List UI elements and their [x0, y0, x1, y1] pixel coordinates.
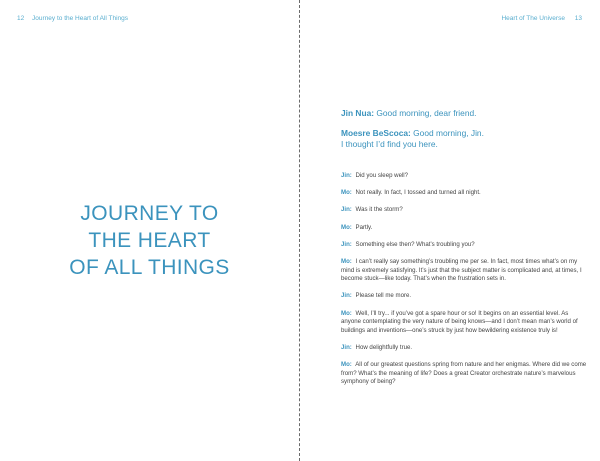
chapter-title-line: THE HEART: [88, 229, 211, 253]
dialogue-text: Something else then? What’s troubling you?: [355, 240, 475, 248]
dialogue-body: [341, 108, 587, 396]
dialogue-text: Was it the storm?: [355, 206, 403, 214]
dialogue-text: Well, I’ll try... if you’ve got a spare hour or so! It begins on an essential level. As anyone contemplating the very nature of being knows—and I don’t mean man’s world of buildings and inventions—one’s struck by just how bewildering existence truly is!: [341, 309, 578, 334]
speaker-name: Mo:: [341, 189, 352, 197]
opener-line: [341, 128, 587, 150]
dialogue-text: Not really. In fact, I tossed and turned all night.: [355, 189, 481, 197]
left-running-head-title: Journey to the Heart of All Things: [32, 15, 129, 22]
dialogue-line: [341, 241, 587, 250]
dialogue-text: Did you sleep well?: [355, 172, 409, 180]
dialogue-text: Please tell me more.: [355, 292, 412, 300]
dialogue-line: [341, 310, 587, 336]
chapter-title: [0, 200, 299, 281]
opener-text: Good morning, dear friend.: [376, 108, 477, 118]
speaker-name: Mo:: [341, 258, 352, 266]
dialogue-text: Partly.: [355, 223, 373, 231]
speaker-name: Jin Nua:: [341, 108, 375, 118]
dialogue-line: [341, 224, 587, 233]
dialogue-line: [341, 172, 587, 181]
page-gutter-divider: [299, 0, 300, 461]
opener-line: [341, 108, 587, 119]
speaker-name: Jin:: [341, 206, 352, 214]
dialogue-line: [341, 344, 587, 353]
dialogue-line: [341, 189, 587, 198]
opener-text-continued: I thought I’d find you here.: [341, 139, 438, 149]
right-page-number: 13: [574, 15, 582, 22]
left-page-number: 12: [17, 15, 25, 22]
dialogue-line: [341, 258, 587, 284]
right-page: [301, 0, 600, 461]
dialogue-text: I can’t really say something’s troubling me per se. In fact, most times what’s on my mind is extremely satisfying. It’s just that the subject matter is complicated and, at times, I become stuck—like today. That’s when the frustration sets in.: [341, 258, 582, 283]
speaker-name: Jin:: [341, 292, 352, 300]
left-running-head: [17, 15, 128, 22]
chapter-title-line: OF ALL THINGS: [69, 256, 230, 280]
dialogue-text: All of our greatest questions spring from nature and her enigmas. Where did we come from? What’s the meaning of life? Does a great Creator orchestrate nature’s marvelous symphony of being?: [341, 361, 587, 386]
speaker-name: Jin:: [341, 172, 352, 180]
dialogue-line: [341, 292, 587, 301]
speaker-name: Jin:: [341, 343, 352, 351]
speaker-name: Mo:: [341, 361, 352, 369]
speaker-name: Moesre BeScoca:: [341, 128, 411, 138]
speaker-name: Jin:: [341, 240, 352, 248]
spacer: [341, 159, 587, 166]
speaker-name: Mo:: [341, 223, 352, 231]
left-page: [0, 0, 299, 461]
opener-text: Good morning, Jin.: [413, 128, 484, 138]
speaker-name: Mo:: [341, 309, 352, 317]
chapter-title-line: JOURNEY TO: [80, 202, 219, 226]
dialogue-line: [341, 361, 587, 387]
dialogue-line: [341, 206, 587, 215]
right-running-head: [501, 15, 582, 22]
right-running-head-title: Heart of The Universe: [501, 15, 565, 22]
dialogue-text: How delightfully true.: [355, 343, 413, 351]
